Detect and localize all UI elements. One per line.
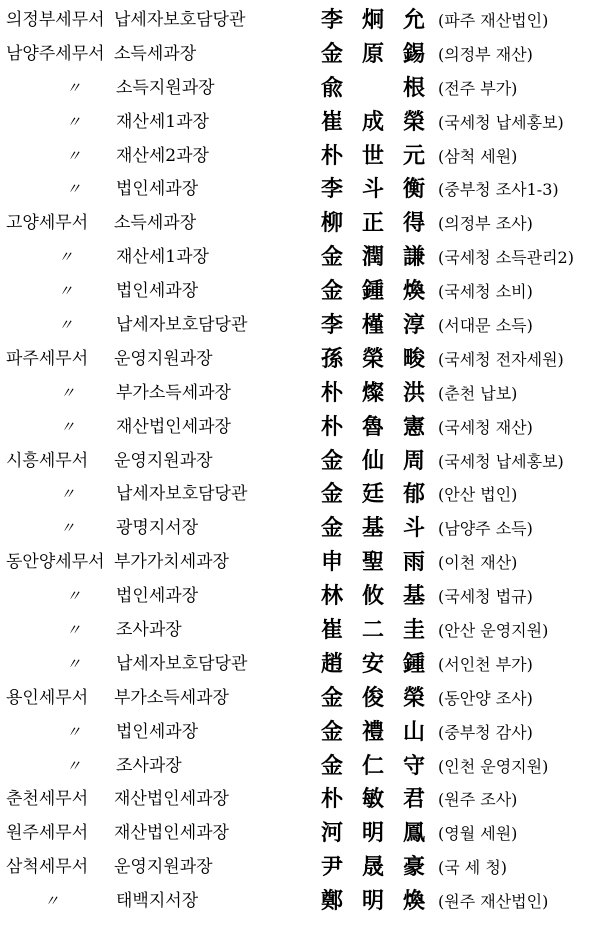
name-character: 畯 [402, 345, 425, 372]
name-character: 鳳 [402, 820, 425, 847]
previous-post: (의정부 조사) [438, 214, 533, 234]
list-item [0, 445, 604, 479]
ditto-mark: 〃 [58, 282, 74, 301]
previous-post: (의정부 재산) [438, 44, 533, 64]
list-item [0, 648, 604, 682]
position-title: 운영지원과장 [114, 348, 213, 369]
ditto-mark: 〃 [66, 146, 82, 165]
list-item [0, 750, 604, 784]
position-title: 법인세과장 [116, 721, 199, 742]
person-name [318, 38, 428, 72]
previous-post: (파주 재산법인) [438, 11, 549, 30]
name-character: 金 [320, 447, 343, 474]
name-character: 攸 [361, 583, 384, 610]
person-name [318, 275, 428, 309]
previous-post: (국세청 법규) [438, 587, 533, 607]
name-character: 金 [320, 718, 343, 745]
previous-post: (안산 법인) [438, 485, 518, 505]
previous-post: (서대문 소득) [438, 316, 533, 336]
position-title: 납세자보호담당관 [116, 315, 248, 336]
list-item [0, 309, 604, 343]
name-character: 金 [320, 684, 343, 711]
ditto-mark: 〃 [58, 248, 74, 267]
list-item [0, 377, 604, 411]
name-character: 圭 [402, 617, 425, 644]
name-character: 金 [320, 515, 343, 542]
person-name [318, 445, 428, 479]
position-title: 소득세과장 [114, 43, 197, 64]
list-item [0, 682, 604, 716]
name-character: 正 [361, 210, 384, 237]
ditto-mark: 〃 [66, 180, 82, 199]
name-character: 申 [320, 549, 343, 576]
office-name: 의정부세무서 [6, 10, 105, 30]
person-name [318, 783, 428, 817]
person-name [318, 377, 428, 411]
name-character: 潤 [361, 244, 384, 271]
previous-post: (춘천 납보) [438, 383, 518, 403]
person-name [318, 343, 428, 377]
position-title: 소득지원과장 [116, 77, 215, 98]
name-character: 憲 [402, 413, 425, 440]
previous-post: (안산 운영지원) [438, 621, 549, 641]
list-item [0, 207, 604, 241]
list-item [0, 38, 604, 72]
person-name [318, 885, 428, 919]
name-character: 君 [402, 786, 425, 813]
list-item [0, 851, 604, 885]
previous-post: (중부청 감사) [438, 722, 533, 742]
list-item [0, 72, 604, 106]
name-character: 成 [361, 108, 384, 135]
name-character: 郁 [402, 481, 425, 508]
name-character: 山 [402, 718, 425, 745]
previous-post: (국세청 납세홍보) [438, 112, 564, 132]
position-title: 조사과장 [116, 755, 182, 776]
person-name [318, 750, 428, 784]
name-character: 基 [402, 583, 425, 610]
name-character: 元 [402, 142, 425, 169]
name-character: 魯 [361, 413, 384, 440]
position-title: 부가소득세과장 [114, 687, 229, 708]
list-item [0, 106, 604, 140]
list-item [0, 546, 604, 580]
person-name [318, 648, 428, 682]
name-character [359, 72, 387, 106]
previous-post: (국 세 청) [438, 858, 508, 878]
office-name: 고양세무서 [6, 213, 89, 234]
name-character: 鄭 [320, 888, 343, 915]
previous-post: (국세청 납세홍보) [438, 451, 564, 471]
person-name [318, 140, 428, 174]
name-character: 朴 [320, 379, 343, 406]
previous-post: (국세청 재산) [438, 417, 533, 437]
name-character: 榮 [361, 345, 384, 372]
name-character: 金 [320, 244, 343, 271]
person-name [318, 512, 428, 546]
name-character: 安 [361, 650, 384, 677]
name-character: 仙 [361, 447, 384, 474]
name-character: 金 [320, 40, 343, 67]
position-title: 법인세과장 [116, 281, 199, 302]
ditto-mark: 〃 [66, 654, 82, 673]
previous-post: (서인천 부가) [438, 654, 533, 674]
position-title: 광명지서장 [116, 518, 199, 539]
office-name: 용인세무서 [6, 687, 89, 708]
previous-post: (전주 부가) [438, 78, 518, 98]
position-title: 납세자보호담당관 [114, 10, 246, 30]
name-character: 晟 [361, 854, 384, 881]
previous-post: (남양주 소득) [438, 519, 533, 539]
position-title: 재산세1과장 [116, 111, 209, 132]
previous-post: (중부청 조사1-3) [438, 180, 559, 200]
office-name: 춘천세무서 [6, 789, 89, 810]
person-name [318, 546, 428, 580]
previous-post: (이천 재산) [438, 553, 518, 573]
position-title: 운영지원과장 [114, 450, 213, 471]
list-item [0, 241, 604, 275]
list-item [0, 140, 604, 174]
name-character: 金 [320, 278, 343, 305]
name-character: 鍾 [361, 278, 384, 305]
name-character: 趙 [320, 650, 343, 677]
person-name [318, 72, 428, 106]
name-character: 衡 [402, 176, 425, 203]
previous-post: (원주 재산법인) [438, 892, 549, 912]
previous-post: (삼척 세원) [438, 146, 518, 166]
ditto-mark: 〃 [58, 316, 74, 335]
ditto-mark: 〃 [66, 756, 82, 775]
name-character: 基 [361, 515, 384, 542]
office-name: 남양주세무서 [6, 43, 105, 64]
name-character: 淳 [402, 312, 425, 339]
personnel-list [0, 4, 604, 919]
position-title: 부가소득세과장 [116, 382, 231, 403]
ditto-mark: 〃 [60, 519, 76, 538]
name-character: 榮 [402, 684, 425, 711]
previous-post: (동안양 조사) [438, 688, 533, 708]
name-character: 守 [402, 752, 425, 779]
ditto-mark: 〃 [60, 485, 76, 504]
person-name [318, 817, 428, 851]
list-item [0, 411, 604, 445]
name-character: 周 [402, 447, 425, 474]
name-character: 河 [320, 820, 343, 847]
name-character: 兪 [320, 74, 343, 101]
name-character: 金 [320, 481, 343, 508]
office-name: 삼척세무서 [6, 857, 89, 878]
person-name [318, 207, 428, 241]
name-character: 李 [320, 7, 343, 33]
name-character: 林 [320, 583, 343, 610]
name-character: 豪 [402, 854, 425, 881]
previous-post: (국세청 전자세원) [438, 349, 564, 369]
list-item [0, 512, 604, 546]
name-character: 原 [361, 40, 384, 67]
person-name [318, 716, 428, 750]
person-name [318, 241, 428, 275]
list-item [0, 478, 604, 512]
name-character: 鍾 [402, 650, 425, 677]
name-character: 二 [361, 617, 384, 644]
ditto-mark: 〃 [66, 621, 82, 640]
name-character: 明 [361, 820, 384, 847]
list-item [0, 343, 604, 377]
previous-post: (영월 세원) [438, 824, 518, 844]
name-character: 燦 [361, 379, 384, 406]
ditto-mark: 〃 [66, 78, 82, 97]
person-name [318, 309, 428, 343]
office-name: 동안양세무서 [6, 552, 105, 573]
name-character: 孫 [320, 345, 343, 372]
name-character: 敏 [361, 786, 384, 813]
name-character: 斗 [402, 515, 425, 542]
person-name [318, 411, 428, 445]
name-character: 李 [320, 312, 343, 339]
name-character: 俊 [361, 684, 384, 711]
name-character: 槿 [361, 312, 384, 339]
position-title: 납세자보호담당관 [116, 484, 248, 505]
ditto-mark: 〃 [60, 417, 76, 436]
person-name [318, 106, 428, 140]
person-name [318, 851, 428, 885]
ditto-mark: 〃 [66, 587, 82, 606]
list-item [0, 716, 604, 750]
list-item [0, 817, 604, 851]
position-title: 법인세과장 [116, 586, 199, 607]
name-character: 允 [402, 7, 425, 33]
previous-post: (원주 조사) [438, 790, 518, 810]
position-title: 재산법인세과장 [116, 416, 231, 437]
person-name [318, 173, 428, 207]
name-character: 柳 [320, 210, 343, 237]
name-character: 炯 [361, 7, 384, 33]
ditto-mark: 〃 [60, 383, 76, 402]
name-character: 得 [402, 210, 425, 237]
person-name [318, 580, 428, 614]
name-character: 明 [361, 888, 384, 915]
name-character: 聖 [361, 549, 384, 576]
person-name [318, 478, 428, 512]
position-title: 부가가치세과장 [114, 552, 229, 573]
person-name [318, 4, 428, 38]
name-character: 洪 [402, 379, 425, 406]
previous-post: (국세청 소비) [438, 282, 533, 302]
position-title: 재산법인세과장 [114, 789, 229, 810]
position-title: 재산세2과장 [116, 145, 209, 166]
name-character: 斗 [361, 176, 384, 203]
name-character: 煥 [402, 888, 425, 915]
name-character: 謙 [402, 244, 425, 271]
name-character: 煥 [402, 278, 425, 305]
ditto-mark: 〃 [66, 112, 82, 131]
name-character: 崔 [320, 617, 343, 644]
position-title: 태백지서장 [116, 891, 199, 912]
name-character: 仁 [361, 752, 384, 779]
name-character: 朴 [320, 142, 343, 169]
office-name: 원주세무서 [6, 823, 89, 844]
list-item [0, 173, 604, 207]
name-character: 朴 [320, 413, 343, 440]
position-title: 재산법인세과장 [114, 823, 229, 844]
name-character: 榮 [402, 108, 425, 135]
name-character: 根 [402, 74, 425, 101]
list-item [0, 885, 604, 919]
person-name [318, 614, 428, 648]
list-item [0, 614, 604, 648]
position-title: 조사과장 [116, 620, 182, 641]
position-title: 재산세1과장 [116, 247, 209, 268]
ditto-mark: 〃 [44, 892, 60, 911]
name-character: 金 [320, 752, 343, 779]
name-character: 崔 [320, 108, 343, 135]
name-character: 尹 [320, 854, 343, 881]
position-title: 운영지원과장 [114, 857, 213, 878]
name-character: 世 [361, 142, 384, 169]
name-character: 朴 [320, 786, 343, 813]
list-item [0, 580, 604, 614]
list-item [0, 275, 604, 309]
list-item [0, 783, 604, 817]
ditto-mark: 〃 [66, 722, 82, 741]
person-name [318, 682, 428, 716]
position-title: 소득세과장 [114, 213, 197, 234]
previous-post: (인천 운영지원) [438, 756, 549, 776]
position-title: 납세자보호담당관 [116, 653, 248, 674]
list-item [0, 4, 604, 38]
name-character: 雨 [402, 549, 425, 576]
name-character: 李 [320, 176, 343, 203]
office-name: 시흥세무서 [6, 450, 89, 471]
name-character: 禮 [361, 718, 384, 745]
name-character: 錫 [402, 40, 425, 67]
previous-post: (국세청 소득관리2) [438, 248, 574, 268]
office-name: 파주세무서 [6, 348, 89, 369]
position-title: 법인세과장 [116, 179, 199, 200]
name-character: 廷 [361, 481, 384, 508]
